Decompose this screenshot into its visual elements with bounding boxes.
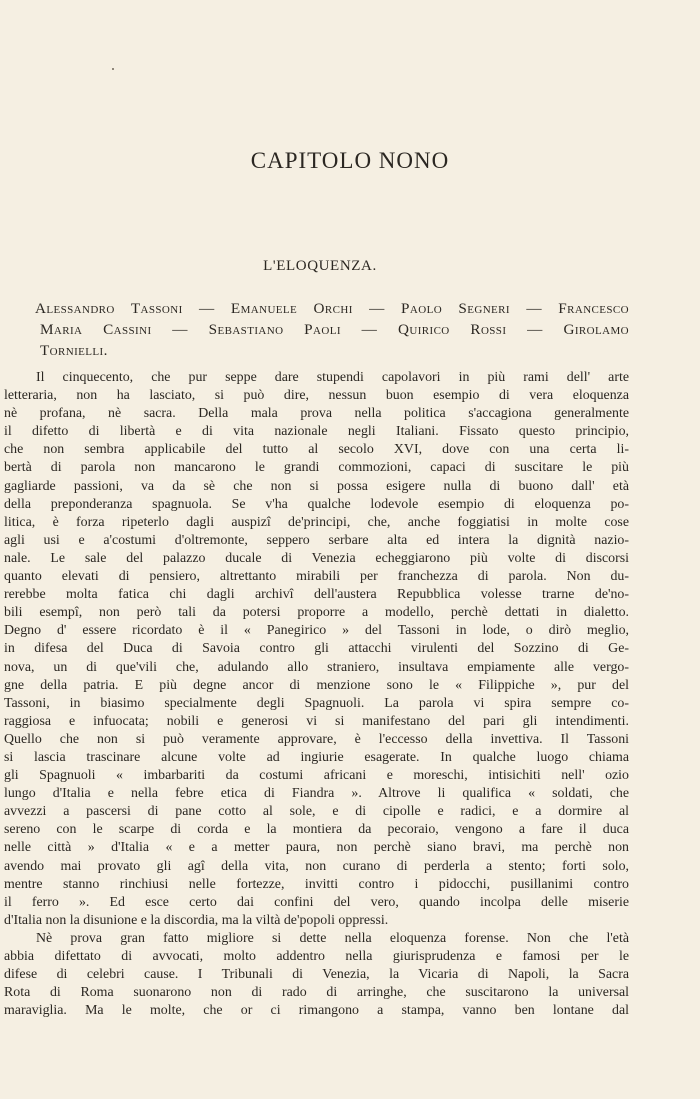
text-line: Quello che non si può veramente approvare, è l'eccesso della invettiva. Il Tassoni <box>4 731 629 747</box>
text-line: abbia difettato di avvocati, molto addentro nella giurisprudenza e famosi per le <box>4 949 629 964</box>
paragraph <box>4 930 629 1020</box>
text-line: maraviglia. Ma le molte, che or ci rimangono a stampa, vanno ben lontane dal <box>4 1003 629 1019</box>
body-text <box>4 369 629 1020</box>
text-line: quanto elevati di pensiero, altrettanto mirabili per franchezza di parola. Non du- <box>4 569 629 585</box>
text-line: nelle città » d'Italia « e a metter paura, non perchè siano bravi, ma perchè non <box>4 840 629 856</box>
text-line: raggiosa e infuocata; nobili e generosi vi si manifestano del pari gli intendimenti. <box>4 713 629 729</box>
chapter-title: CAPITOLO NONO <box>250 148 450 173</box>
page-speck <box>112 68 114 70</box>
text-line: letteraria, non ha lasciato, si può dire, nessun buon esempio di vera eloquenza <box>4 388 629 404</box>
summary-line: Maria Cassini — Sebastiano Paoli — Quirico Rossi — Girolamo <box>40 321 629 338</box>
summary-line: Alessandro Tassoni — Emanuele Orchi — Paolo Segneri — Francesco <box>35 300 629 317</box>
text-line: bili esempî, non però tali da potersi proporre a modello, perchè dettati in dialetto. <box>4 605 629 621</box>
text-line: il ferro ». Ed esce certo dai confini del vero, quando incolpa delle miserie <box>4 894 629 910</box>
text-line: Nè prova gran fatto migliore si dette nella eloquenza forense. Non che l'età <box>36 930 629 946</box>
text-line: sereno con le scarpe di corda e la montiera da pecoraio, vengono a fare il duca <box>4 822 629 838</box>
text-line: rerebbe molta fatica chi dagli archivî dell'austera Repubblica volesse trarne de'no- <box>4 587 629 603</box>
text-line: il difetto di libertà e di vita nazionale negli Italiani. Fissato questo principio, <box>4 424 629 440</box>
text-line: mentre stanno rinchiusi nelle fortezze, invitti contro i pidocchi, pusillanimi contro <box>4 876 629 892</box>
text-line: della preponderanza spagnuola. Se v'ha qualche lodevole esempio di eloquenza po- <box>4 496 629 512</box>
chapter-summary <box>35 298 629 361</box>
text-line: gne della patria. E più degne ancor di menzione sono le « Filippiche », pur del <box>4 677 629 693</box>
text-line: Tassoni, in biasimo specialmente degli Spagnuoli. La parola vi spira sempre co- <box>4 695 629 711</box>
text-line: difese di celebri cause. I Tribunali di Venezia, la Vicaria di Napoli, la Sacra <box>4 967 629 983</box>
section-title: L'ELOQUENZA. <box>263 258 377 274</box>
text-line: lungo d'Italia e nella febre etica di Fiandra ». Altrove li qualifica « soldati, che <box>4 786 629 802</box>
text-line: nè profana, nè sacra. Della mala prova nella politica s'accagiona generalmente <box>4 406 629 422</box>
text-line: che non sembra applicabile del tutto al secolo XVI, dove con una certa li- <box>4 442 629 458</box>
text-line: litica, è forza ripeterlo dagli auspizî de'principi, che, anche foggiatisi in molte cose <box>4 514 629 530</box>
text-line: in difesa del Duca di Savoia contro gli attacchi virulenti del Sozzino di Ge- <box>4 641 629 657</box>
text-line: d'Italia non la disunione e la discordia, ma la viltà de'popoli oppressi. <box>4 912 389 928</box>
text-line: avendo mai provato gli agî della vita, non curano di perderla a stento; forti solo, <box>4 858 629 874</box>
text-line: nale. Le sale del palazzo ducale di Venezia echeggiarono più volte di discorsi <box>4 550 629 566</box>
text-line: Il cinquecento, che pur seppe dare stupendi capolavori in più rami dell' arte <box>36 370 629 385</box>
text-line: Degno d' essere ricordato è il « Panegirico » del Tassoni in lode, o dirò meglio, <box>4 623 629 639</box>
text-line: nova, un di que'vili che, adulando allo straniero, insultava empiamente alle vergo- <box>4 659 629 675</box>
text-line: bertà di parola non mancarono le grandi commozioni, capaci di suscitare le più <box>4 460 629 476</box>
text-line: gagliarde passioni, va da sè che non si possa esigere nulla di buono dall' età <box>4 478 629 494</box>
text-line: avvezzi a pascersi di pane cotto al sole, e di cipolle e radici, e a dormire al <box>4 804 629 820</box>
paragraph <box>4 369 629 930</box>
text-line: agli usi e a'costumi d'oltremonte, seppero serbare alta ed intera la dignità nazio- <box>4 532 629 548</box>
text-line: gli Spagnuoli « imbarbariti da costumi africani e moreschi, intisichiti nell' ozio <box>4 768 629 784</box>
text-line: Rota di Roma suonarono non di rado di arringhe, che suscitarono la universal <box>4 985 629 1001</box>
text-line: si lascia trascinare alcune volte ad ingiurie esagerate. In qualche luogo chiama <box>4 749 629 765</box>
summary-line: Tornielli. <box>40 342 108 359</box>
